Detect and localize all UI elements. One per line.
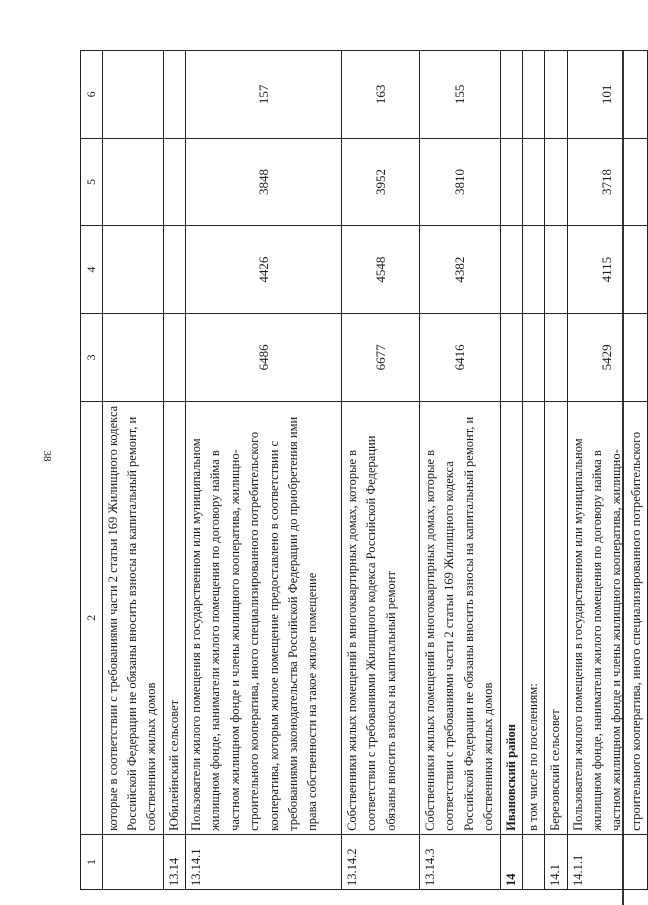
row-value xyxy=(500,313,522,401)
row-value xyxy=(545,138,567,226)
row-text: которые в соответствии с требованиями части 2 статьи 169 Жилищного кодекса Российской Федерации не обязаны вносить взносы на капитальный ремонт, и собственники жилых домов xyxy=(102,401,163,834)
header-cell: 1 xyxy=(81,834,103,889)
row-value xyxy=(163,138,185,226)
row-value: 4426 xyxy=(186,226,342,314)
header-cell: 2 xyxy=(81,401,103,834)
row-value xyxy=(500,51,522,139)
header-cell: 4 xyxy=(81,226,103,314)
row-value xyxy=(102,226,163,314)
row-value xyxy=(102,313,163,401)
row-code: 13.14.2 xyxy=(342,834,420,889)
row-value: 6677 xyxy=(342,313,420,401)
row-value: 5429 xyxy=(567,313,648,401)
row-text: Собственники жилых помещений в многоквартирных домах, которые в соответствии с требованиями части 2 статьи 169 Жилищного кодекса Российской Федерации не обязаны вносить взносы на капитальный ремонт, и собственники жилых домов xyxy=(420,401,501,834)
row-value xyxy=(163,51,185,139)
row-value: 3848 xyxy=(186,138,342,226)
row-value xyxy=(500,138,522,226)
table-row xyxy=(567,51,648,890)
row-value: 4548 xyxy=(342,226,420,314)
header-cell: 3 xyxy=(81,313,103,401)
table-row xyxy=(545,51,567,890)
row-value: 6416 xyxy=(420,313,501,401)
row-value: 155 xyxy=(420,51,501,139)
row-code xyxy=(102,834,163,889)
row-value: 4115 xyxy=(567,226,648,314)
row-code: 13.14 xyxy=(163,834,185,889)
row-value: 6486 xyxy=(186,313,342,401)
row-value xyxy=(522,226,544,314)
header-cell: 6 xyxy=(81,51,103,139)
row-text: в том числе по поселениям: xyxy=(522,401,544,834)
row-value: 163 xyxy=(342,51,420,139)
row-value xyxy=(102,51,163,139)
table-row xyxy=(186,51,342,890)
row-text: Ивановский район xyxy=(500,401,522,834)
row-value: 3810 xyxy=(420,138,501,226)
row-value xyxy=(522,51,544,139)
table-row xyxy=(500,51,522,890)
row-code: 14.1 xyxy=(545,834,567,889)
table-row xyxy=(163,51,185,890)
row-value: 4382 xyxy=(420,226,501,314)
row-code xyxy=(522,834,544,889)
row-value xyxy=(522,138,544,226)
table-row xyxy=(420,51,501,890)
table-row xyxy=(522,51,544,890)
row-code: 13.14.3 xyxy=(420,834,501,889)
row-text: Березовский сельсовет xyxy=(545,401,567,834)
row-value: 3718 xyxy=(567,138,648,226)
row-text: Юбилейнский сельсовет xyxy=(163,401,185,834)
row-text: Собственники жилых помещений в многоквартирных домах, которые в соответствии с требованиями Жилищного кодекса Российской Федерации обязаны вносить взносы на капитальный ремонт xyxy=(342,401,420,834)
header-row xyxy=(81,51,103,890)
row-value xyxy=(522,313,544,401)
row-text: Пользователи жилого помещения в государственном или муниципальном жилищном фонде, наниматели жилого помещения по договору найма в частном жилищном фонде и члены жилищного кооператива, жилищно-строительного кооператива, иного специализированного потребительского xyxy=(567,401,648,834)
row-text: Пользователи жилого помещения в государственном или муниципальном жилищном фонде, наниматели жилого помещения по договору найма в частном жилищном фонде и члены жилищного кооператива, жилищно-строительного кооператива, иного специализированного потребительского кооператива, которым жилое помещение предоставлено в соответствии с требованиями законодательства Российской Федерации до приобретения ими права собственности на такое жилое помещение xyxy=(186,401,342,834)
table-row xyxy=(102,51,163,890)
header-cell: 5 xyxy=(81,138,103,226)
row-value: 157 xyxy=(186,51,342,139)
page-number: 38 xyxy=(41,450,53,462)
row-value xyxy=(545,313,567,401)
row-value xyxy=(102,138,163,226)
data-table xyxy=(80,50,648,890)
rotated-page xyxy=(80,50,643,890)
row-value xyxy=(163,313,185,401)
row-value xyxy=(500,226,522,314)
row-code: 14 xyxy=(500,834,522,889)
row-code: 14.1.1 xyxy=(567,834,648,889)
row-value xyxy=(545,51,567,139)
row-value xyxy=(545,226,567,314)
row-value: 101 xyxy=(567,51,648,139)
row-value: 3952 xyxy=(342,138,420,226)
row-value xyxy=(163,226,185,314)
table-row xyxy=(342,51,420,890)
row-code: 13.14.1 xyxy=(186,834,342,889)
